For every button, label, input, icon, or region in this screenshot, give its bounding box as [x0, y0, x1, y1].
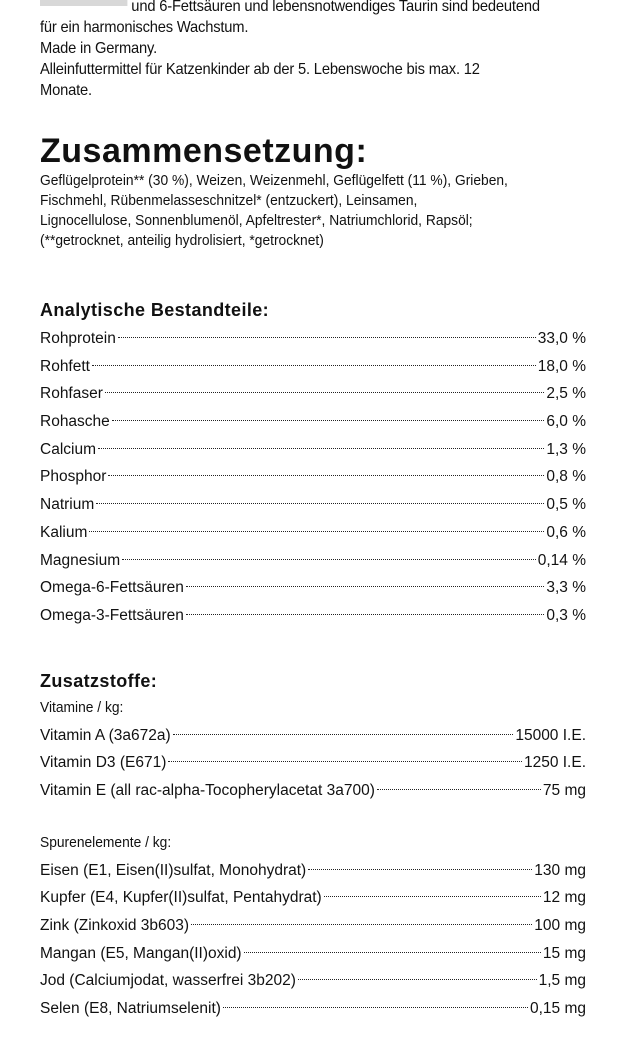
analytic-row — [40, 491, 586, 519]
analytic-row-value: 0,6 % — [546, 523, 586, 541]
analytic-row-value: 2,5 % — [546, 385, 586, 403]
dot-leader — [186, 586, 544, 587]
analytic-row-label: Omega-3-Fettsäuren — [40, 606, 184, 624]
analytic-row — [40, 408, 586, 436]
dot-leader — [308, 869, 532, 870]
analytic-row — [40, 436, 586, 464]
vitamin-row-value: 1250 I.E. — [523, 754, 586, 772]
analytic-row-value: 0,14 % — [537, 551, 586, 569]
additives-heading: Zusatzstoffe: — [40, 670, 158, 691]
analytic-row-label: Magnesium — [40, 551, 121, 569]
intro-line-1 — [40, 0, 583, 17]
analytic-heading: Analytische Bestandteile: — [40, 300, 270, 320]
analytic-row-value: 3,3 % — [546, 579, 586, 597]
analytic-row-value: 1,3 % — [546, 440, 586, 458]
analytic-row-label: Natrium — [40, 496, 95, 514]
analytic-list — [40, 325, 586, 630]
analytic-row — [40, 353, 586, 381]
intro-line-1-text: und 6-Fettsäuren und lebensnotwendiges Taurin sind bedeutend — [131, 0, 540, 15]
dot-leader — [324, 896, 541, 897]
composition-line-4: (**getrocknet, anteilig hydrolisiert, *getrocknet) — [40, 232, 324, 249]
dot-leader — [122, 559, 536, 560]
dot-leader — [98, 448, 544, 449]
analytic-row — [40, 380, 586, 408]
trace-element-row-value: 15 mg — [542, 944, 586, 962]
composition-line-2: Fischmehl, Rübenmelasseschnitzel* (entzuckert), Leinsamen, — [40, 192, 418, 209]
vitamin-row — [40, 749, 586, 777]
analytic-row — [40, 519, 586, 547]
analytic-row-label: Kalium — [40, 523, 88, 541]
vitamin-row-value: 15000 I.E. — [515, 726, 586, 744]
vitamin-row-label: Vitamin D3 (E671) — [40, 754, 167, 772]
analytic-row-label: Calcium — [40, 440, 96, 458]
vitamin-row-label: Vitamin E (all rac-alpha-Tocopherylacetat 3a700) — [40, 781, 375, 799]
analytic-row-label: Omega-6-Fettsäuren — [40, 579, 184, 597]
trace-element-row — [40, 995, 586, 1023]
composition-line-1: Geflügelprotein** (30 %), Weizen, Weizenmehl, Geflügelfett (11 %), Grieben, — [40, 172, 508, 189]
cropped-text-fragment — [40, 0, 127, 6]
dot-leader — [118, 337, 536, 338]
vitamin-row-label: Vitamin A (3a672a) — [40, 726, 171, 744]
dot-leader — [186, 614, 544, 615]
analytic-row-value: 6,0 % — [546, 413, 586, 431]
trace-element-row-value: 1,5 mg — [538, 972, 586, 990]
analytic-row — [40, 547, 586, 575]
trace-element-row — [40, 940, 586, 968]
vitamin-row — [40, 722, 586, 750]
analytic-row — [40, 602, 586, 630]
intro-line-4: Alleinfuttermittel für Katzenkinder ab der 5. Lebenswoche bis max. 12 — [40, 61, 480, 78]
dot-leader — [244, 952, 541, 953]
trace-element-row — [40, 857, 586, 885]
dot-leader — [377, 789, 541, 790]
intro-line-2: für ein harmonisches Wachstum. — [40, 19, 249, 36]
composition-text — [40, 171, 587, 251]
dot-leader — [108, 475, 544, 476]
trace-element-row-label: Mangan (E5, Mangan(II)oxid) — [40, 944, 242, 962]
analytic-row-value: 0,8 % — [546, 468, 586, 486]
analytic-row — [40, 325, 586, 353]
composition-heading: Zusammensetzung: — [40, 132, 368, 170]
analytic-row-label: Rohasche — [40, 413, 110, 431]
analytic-row — [40, 463, 586, 491]
trace-elements-label: Spurenelemente / kg: — [40, 833, 172, 851]
analytic-row-value: 33,0 % — [537, 330, 586, 347]
trace-element-row — [40, 967, 586, 995]
trace-element-row — [40, 912, 586, 940]
trace-elements-list — [40, 857, 586, 1023]
dot-leader — [191, 924, 532, 925]
trace-element-row-value: 0,15 mg — [529, 1000, 586, 1018]
dot-leader — [112, 420, 545, 421]
composition-line-3: Lignocellulose, Sonnenblumenöl, Apfeltrester*, Natriumchlorid, Rapsöl; — [40, 212, 473, 229]
analytic-row-label: Phosphor — [40, 468, 107, 486]
analytic-row-value: 0,3 % — [546, 606, 586, 624]
dot-leader — [105, 392, 544, 393]
dot-leader — [173, 734, 514, 735]
analytic-row-value: 18,0 % — [537, 357, 586, 375]
dot-leader — [96, 503, 544, 504]
trace-element-row — [40, 884, 586, 912]
trace-element-row-label: Selen (E8, Natriumselenit) — [40, 1000, 221, 1018]
trace-element-row-value: 130 mg — [534, 861, 586, 879]
trace-element-row-value: 12 mg — [542, 889, 586, 907]
vitamins-list — [40, 722, 586, 805]
analytic-row-value: 0,5 % — [546, 496, 586, 514]
dot-leader — [92, 365, 536, 366]
vitamin-row — [40, 777, 586, 805]
vitamins-label: Vitamine / kg: — [40, 698, 124, 716]
dot-leader — [89, 531, 544, 532]
dot-leader — [298, 979, 537, 980]
trace-element-row-value: 100 mg — [534, 917, 586, 934]
vitamin-row-value: 75 mg — [542, 781, 586, 799]
analytic-row-label: Rohfett — [40, 357, 90, 375]
dot-leader — [223, 1007, 528, 1008]
trace-element-row-label: Eisen (E1, Eisen(II)sulfat, Monohydrat) — [40, 861, 307, 879]
intro-line-5: Monate. — [40, 82, 92, 99]
analytic-row-label: Rohprotein — [40, 330, 116, 347]
document-page — [40, 0, 586, 1023]
trace-element-row-label: Zink (Zinkoxid 3b603) — [40, 917, 190, 934]
dot-leader — [168, 761, 522, 762]
intro-line-3: Made in Germany. — [40, 40, 158, 57]
trace-element-row-label: Kupfer (E4, Kupfer(II)sulfat, Pentahydrat) — [40, 889, 322, 907]
analytic-row-label: Rohfaser — [40, 385, 103, 403]
intro-text — [40, 0, 583, 101]
trace-element-row-label: Jod (Calciumjodat, wasserfrei 3b202) — [40, 972, 296, 990]
analytic-row — [40, 574, 586, 602]
